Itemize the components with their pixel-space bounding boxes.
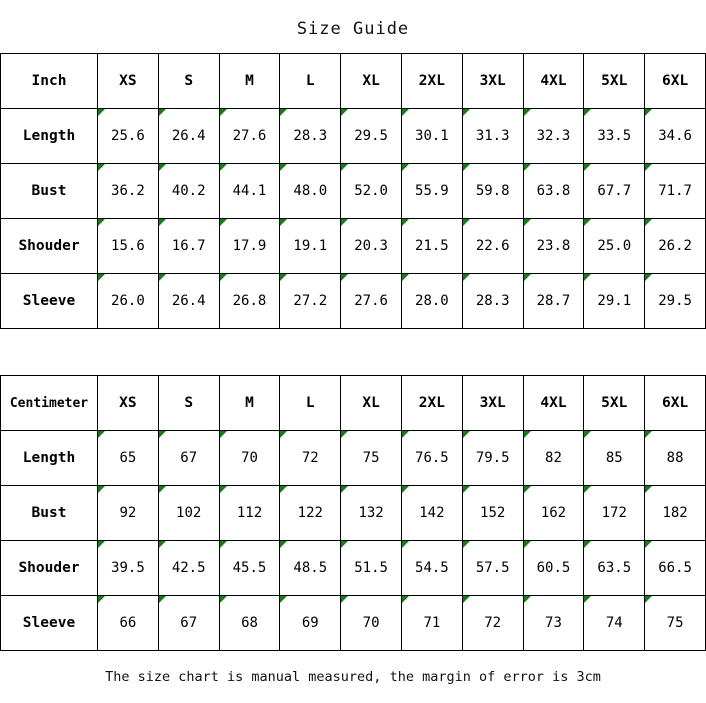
row-header: Shouder xyxy=(1,219,98,274)
column-header: 6XL xyxy=(645,54,706,109)
table-cell: 88 xyxy=(645,431,706,486)
column-header: XL xyxy=(341,54,402,109)
table-cell: 25.6 xyxy=(98,109,159,164)
measurement-note: The size chart is manual measured, the margin of error is 3cm xyxy=(105,669,601,685)
table-row xyxy=(1,376,706,431)
table-cell: 28.3 xyxy=(462,274,523,329)
table-cell: 29.1 xyxy=(584,274,645,329)
table-cell: 48.0 xyxy=(280,164,341,219)
row-header: Shouder xyxy=(1,541,98,596)
column-header: M xyxy=(219,54,280,109)
table-cell: 26.4 xyxy=(158,109,219,164)
size-table-centimeter xyxy=(0,375,706,651)
table-cell: 70 xyxy=(219,431,280,486)
table-cell: 102 xyxy=(158,486,219,541)
table-row xyxy=(1,486,706,541)
table-cell: 26.8 xyxy=(219,274,280,329)
table-cell: 85 xyxy=(584,431,645,486)
table-cell: 75 xyxy=(341,431,402,486)
table-cell: 172 xyxy=(584,486,645,541)
table-cell: 63.8 xyxy=(523,164,584,219)
table-cell: 71.7 xyxy=(645,164,706,219)
column-header: XL xyxy=(341,376,402,431)
table-cell: 19.1 xyxy=(280,219,341,274)
table-cell: 73 xyxy=(523,596,584,651)
table-cell: 25.0 xyxy=(584,219,645,274)
table-spacer xyxy=(0,329,706,375)
table-cell: 67 xyxy=(158,431,219,486)
table-cell: 29.5 xyxy=(645,274,706,329)
table-header-centimeter xyxy=(1,376,706,431)
table-cell: 27.6 xyxy=(219,109,280,164)
table-cell: 31.3 xyxy=(462,109,523,164)
table-cell: 34.6 xyxy=(645,109,706,164)
table-cell: 74 xyxy=(584,596,645,651)
table-cell: 20.3 xyxy=(341,219,402,274)
column-header: 4XL xyxy=(523,54,584,109)
table-cell: 40.2 xyxy=(158,164,219,219)
table-cell: 152 xyxy=(462,486,523,541)
table-row xyxy=(1,54,706,109)
row-header: Sleeve xyxy=(1,596,98,651)
column-header: 3XL xyxy=(462,376,523,431)
table-cell: 72 xyxy=(280,431,341,486)
table-cell: 67 xyxy=(158,596,219,651)
table-cell: 75 xyxy=(645,596,706,651)
table-cell: 21.5 xyxy=(401,219,462,274)
table-row xyxy=(1,109,706,164)
table-cell: 42.5 xyxy=(158,541,219,596)
table-cell: 28.0 xyxy=(401,274,462,329)
table-cell: 79.5 xyxy=(462,431,523,486)
table-row xyxy=(1,596,706,651)
table-cell: 69 xyxy=(280,596,341,651)
table-cell: 23.8 xyxy=(523,219,584,274)
table-cell: 36.2 xyxy=(98,164,159,219)
table-row xyxy=(1,541,706,596)
table-cell: 51.5 xyxy=(341,541,402,596)
table-cell: 52.0 xyxy=(341,164,402,219)
row-header: Sleeve xyxy=(1,274,98,329)
table-cell: 44.1 xyxy=(219,164,280,219)
table-cell: 70 xyxy=(341,596,402,651)
table-row xyxy=(1,164,706,219)
table-cell: 33.5 xyxy=(584,109,645,164)
unit-label-inch: Inch xyxy=(1,54,98,109)
table-body-centimeter xyxy=(1,431,706,651)
table-cell: 132 xyxy=(341,486,402,541)
column-header: L xyxy=(280,376,341,431)
column-header: M xyxy=(219,376,280,431)
table-cell: 45.5 xyxy=(219,541,280,596)
table-cell: 63.5 xyxy=(584,541,645,596)
table-cell: 76.5 xyxy=(401,431,462,486)
row-header: Bust xyxy=(1,164,98,219)
column-header: 2XL xyxy=(401,54,462,109)
table-cell: 112 xyxy=(219,486,280,541)
column-header: 5XL xyxy=(584,54,645,109)
column-header: XS xyxy=(98,54,159,109)
table-cell: 68 xyxy=(219,596,280,651)
table-cell: 72 xyxy=(462,596,523,651)
row-header: Length xyxy=(1,431,98,486)
table-cell: 26.0 xyxy=(98,274,159,329)
table-cell: 67.7 xyxy=(584,164,645,219)
table-cell: 162 xyxy=(523,486,584,541)
table-cell: 27.6 xyxy=(341,274,402,329)
table-cell: 55.9 xyxy=(401,164,462,219)
table-cell: 15.6 xyxy=(98,219,159,274)
column-header: 2XL xyxy=(401,376,462,431)
table-cell: 29.5 xyxy=(341,109,402,164)
table-cell: 182 xyxy=(645,486,706,541)
table-cell: 28.3 xyxy=(280,109,341,164)
column-header: 3XL xyxy=(462,54,523,109)
table-cell: 32.3 xyxy=(523,109,584,164)
table-cell: 28.7 xyxy=(523,274,584,329)
page-title: Size Guide xyxy=(296,19,410,39)
table-cell: 60.5 xyxy=(523,541,584,596)
table-row xyxy=(1,219,706,274)
column-header: 5XL xyxy=(584,376,645,431)
table-header-inch xyxy=(1,54,706,109)
unit-label-centimeter: Centimeter xyxy=(1,376,98,431)
table-cell: 26.4 xyxy=(158,274,219,329)
table-cell: 66.5 xyxy=(645,541,706,596)
table-cell: 66 xyxy=(98,596,159,651)
table-cell: 17.9 xyxy=(219,219,280,274)
column-header: 4XL xyxy=(523,376,584,431)
table-cell: 54.5 xyxy=(401,541,462,596)
column-header: L xyxy=(280,54,341,109)
column-header: S xyxy=(158,376,219,431)
table-cell: 57.5 xyxy=(462,541,523,596)
size-table-inch xyxy=(0,53,706,329)
column-header: S xyxy=(158,54,219,109)
table-cell: 65 xyxy=(98,431,159,486)
table-cell: 71 xyxy=(401,596,462,651)
table-cell: 92 xyxy=(98,486,159,541)
table-cell: 82 xyxy=(523,431,584,486)
table-cell: 142 xyxy=(401,486,462,541)
table-cell: 16.7 xyxy=(158,219,219,274)
table-cell: 59.8 xyxy=(462,164,523,219)
table-cell: 27.2 xyxy=(280,274,341,329)
table-row xyxy=(1,274,706,329)
table-body-inch xyxy=(1,109,706,329)
row-header: Length xyxy=(1,109,98,164)
row-header: Bust xyxy=(1,486,98,541)
table-row xyxy=(1,431,706,486)
table-cell: 22.6 xyxy=(462,219,523,274)
table-cell: 122 xyxy=(280,486,341,541)
table-cell: 30.1 xyxy=(401,109,462,164)
column-header: XS xyxy=(98,376,159,431)
table-cell: 48.5 xyxy=(280,541,341,596)
table-cell: 39.5 xyxy=(98,541,159,596)
column-header: 6XL xyxy=(645,376,706,431)
table-cell: 26.2 xyxy=(645,219,706,274)
